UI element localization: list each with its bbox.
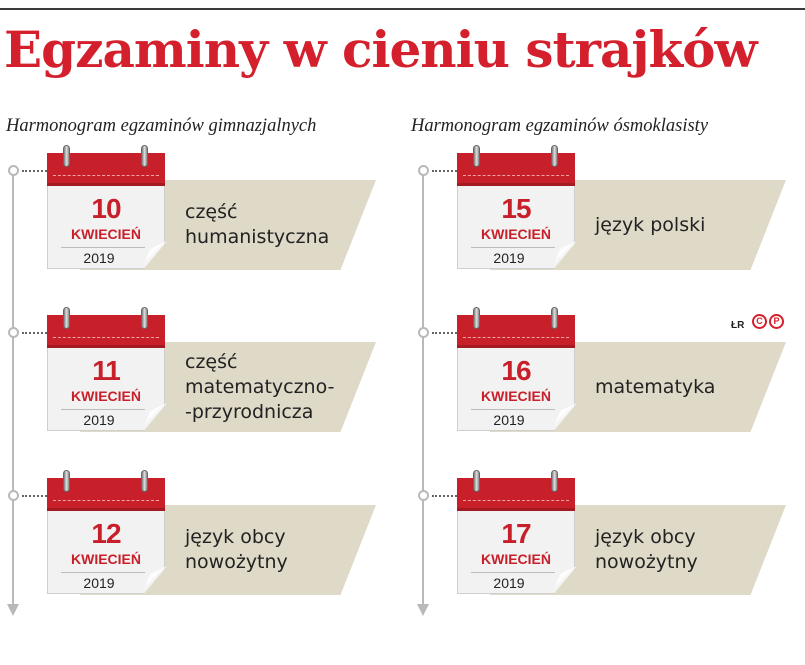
calendar-ring-icon	[551, 470, 558, 492]
calendar-ring-icon	[141, 145, 148, 167]
calendar-month: KWIECIEŃ	[481, 226, 551, 242]
calendar-day: 10	[91, 193, 121, 224]
calendar-month: KWIECIEŃ	[71, 226, 141, 242]
page-title: Egzaminy w cieniu strajków	[4, 20, 757, 79]
calendar-ring-icon	[473, 307, 480, 329]
calendar-day: 15	[501, 193, 531, 224]
calendar-year: 2019	[493, 412, 525, 428]
calendar-icon	[457, 307, 579, 433]
calendar-ring-icon	[551, 307, 558, 329]
exam-subject: język obcy nowożytny	[595, 526, 698, 573]
calendar-rule	[471, 247, 555, 248]
right-timeline-arrow	[417, 604, 429, 616]
calendar-rule	[61, 247, 145, 248]
left-column-heading: Harmonogram egzaminów gimnazjalnych	[6, 116, 317, 136]
timeline-node	[418, 327, 429, 338]
left-timeline	[12, 172, 14, 606]
calendar-stitch	[463, 500, 569, 501]
right-timeline	[422, 172, 424, 606]
calendar-month: KWIECIEŃ	[71, 551, 141, 567]
top-rule	[0, 8, 805, 10]
timeline-node	[418, 490, 429, 501]
calendar-stitch	[53, 500, 159, 501]
exam-subject: część matematyczno- -przyrodnicza	[185, 350, 335, 423]
calendar-day: 16	[501, 355, 531, 386]
author-initials: ŁR	[731, 320, 745, 331]
calendar-ring-icon	[63, 307, 70, 329]
calendar-year: 2019	[493, 575, 525, 591]
calendar-ring-icon	[63, 470, 70, 492]
left-timeline-arrow	[7, 604, 19, 616]
calendar-ring-icon	[63, 145, 70, 167]
calendar-month: KWIECIEŃ	[481, 551, 551, 567]
calendar-icon	[47, 145, 169, 271]
timeline-connector	[432, 170, 457, 172]
calendar-ring-icon	[473, 145, 480, 167]
timeline-connector	[432, 332, 457, 334]
calendar-icon	[47, 470, 169, 596]
calendar-rule	[61, 409, 145, 410]
publisher-logo-c: C	[752, 314, 767, 329]
exam-subject: język obcy nowożytny	[185, 526, 288, 573]
calendar-ring-icon	[473, 470, 480, 492]
timeline-connector	[22, 495, 47, 497]
calendar-day: 17	[501, 518, 531, 549]
exam-subject: język polski	[595, 213, 706, 236]
exam-subject: matematyka	[595, 375, 716, 398]
exam-subject: część humanistyczna	[185, 201, 330, 248]
timeline-node	[418, 165, 429, 176]
calendar-month: KWIECIEŃ	[71, 388, 141, 404]
calendar-month: KWIECIEŃ	[481, 388, 551, 404]
calendar-icon	[457, 145, 579, 271]
timeline-connector	[22, 170, 47, 172]
calendar-stitch	[53, 175, 159, 176]
calendar-rule	[471, 409, 555, 410]
calendar-ring-icon	[551, 145, 558, 167]
calendar-ring-icon	[141, 307, 148, 329]
calendar-icon	[457, 470, 579, 596]
calendar-day: 11	[92, 355, 120, 386]
right-column-heading: Harmonogram egzaminów ósmoklasisty	[411, 116, 709, 136]
timeline-node	[8, 165, 19, 176]
calendar-year: 2019	[83, 575, 115, 591]
calendar-stitch	[463, 337, 569, 338]
timeline-connector	[22, 332, 47, 334]
timeline-node	[8, 490, 19, 501]
calendar-year: 2019	[83, 412, 115, 428]
calendar-year: 2019	[83, 250, 115, 266]
calendar-stitch	[53, 337, 159, 338]
timeline-node	[8, 327, 19, 338]
calendar-day: 12	[91, 518, 121, 549]
calendar-icon	[47, 307, 169, 433]
calendar-rule	[61, 572, 145, 573]
publisher-logo-p: P	[769, 314, 784, 329]
calendar-rule	[471, 572, 555, 573]
calendar-stitch	[463, 175, 569, 176]
calendar-year: 2019	[493, 250, 525, 266]
timeline-connector	[432, 495, 457, 497]
calendar-ring-icon	[141, 470, 148, 492]
